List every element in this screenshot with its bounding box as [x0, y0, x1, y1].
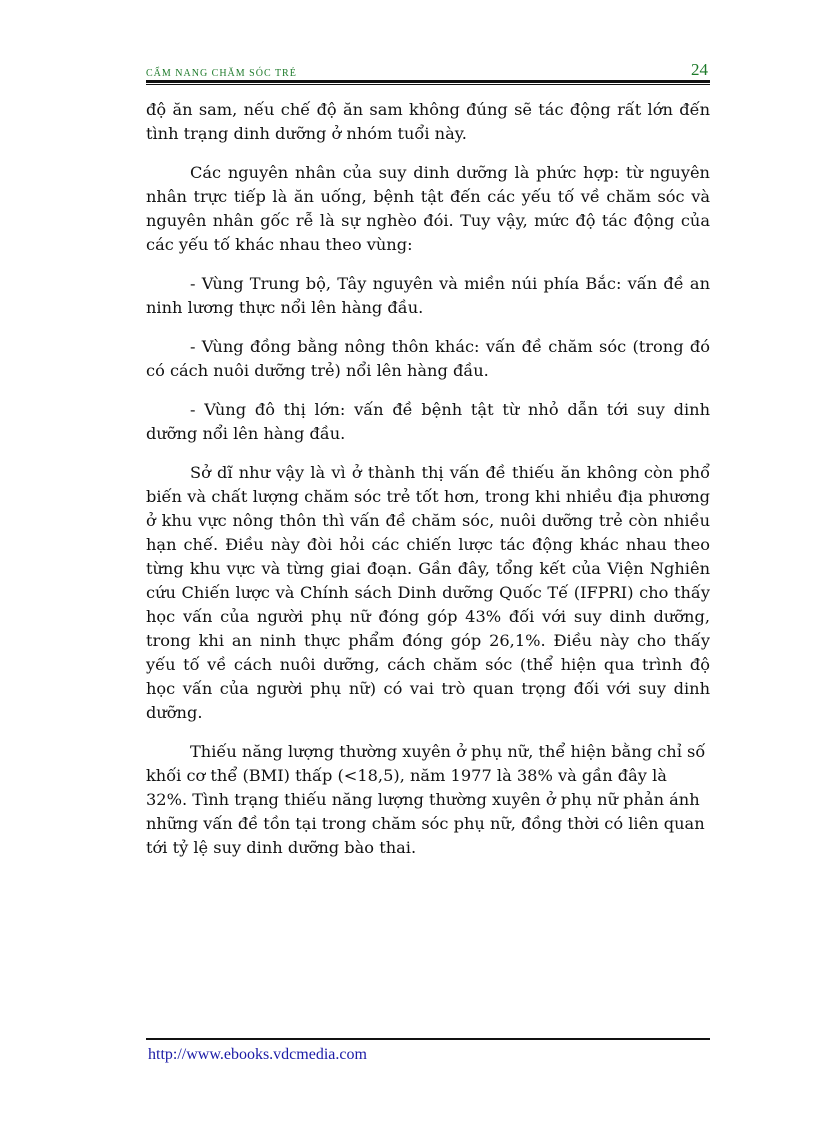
running-header-title: CẨM NANG CHĂM SÓC TRẺ	[146, 68, 297, 79]
header-rule-thin	[146, 84, 710, 85]
paragraph-2: Các nguyên nhân của suy dinh dưỡng là phức hợp: từ nguyên nhân trực tiếp là ăn uống, bệnh tật đến các yếu tố về chăm sóc và nguyên nhân gốc rễ là sự nghèo đói. Tuy vậy, mức độ tác động của các yếu tố khác nhau theo vùng:	[146, 163, 710, 254]
header-rule	[146, 80, 710, 83]
paragraph-7: Thiếu năng lượng thường xuyên ở phụ nữ, thể hiện bằng chỉ số khối cơ thể (BMI) thấp (<18,5), năm 1977 là 38% và gần đây là 32%. Tình trạng thiếu năng lượng thường xuyên ở phụ nữ phản ánh những vấn đề tồn tại trong chăm sóc phụ nữ, đồng thời có liên quan tới tỷ lệ suy dinh dưỡng bào thai.	[146, 742, 706, 857]
paragraph-3: - Vùng Trung bộ, Tây nguyên và miền núi phía Bắc: vấn đề an ninh lương thực nổi lên hàng đầu.	[146, 274, 710, 317]
page-number: 24	[691, 60, 708, 79]
page-body	[146, 98, 710, 875]
paragraph-4: - Vùng đồng bằng nông thôn khác: vấn đề chăm sóc (trong đó có cách nuôi dưỡng trẻ) nổi lên hàng đầu.	[146, 337, 710, 380]
footer-link[interactable]: http://www.ebooks.vdcmedia.com	[148, 1046, 367, 1063]
footer-rule	[146, 1038, 710, 1040]
paragraph-5: - Vùng đô thị lớn: vấn đề bệnh tật từ nhỏ dẫn tới suy dinh dưỡng nổi lên hàng đầu.	[146, 400, 710, 443]
paragraph-1: độ ăn sam, nếu chế độ ăn sam không đúng sẽ tác động rất lớn đến tình trạng dinh dưỡng ở nhóm tuổi này.	[146, 100, 710, 143]
paragraph-6: Sở dĩ như vậy là vì ở thành thị vấn đề thiếu ăn không còn phổ biến và chất lượng chăm sóc trẻ tốt hơn, trong khi nhiều địa phương ở khu vực nông thôn thì vấn đề chăm sóc, nuôi dưỡng trẻ còn nhiều hạn chế. Điều này đòi hỏi các chiến lược tác động khác nhau theo từng khu vực và từng giai đoạn. Gần đây, tổng kết của Viện Nghiên cứu Chiến lược và Chính sách Dinh dưỡng Quốc Tế (IFPRI) cho thấy học vấn của người phụ nữ đóng góp 43% đối với suy dinh dưỡng, trong khi an ninh thực phẩm đóng góp 26,1%. Điều này cho thấy yếu tố về cách nuôi dưỡng, cách chăm sóc (thể hiện qua trình độ học vấn của người phụ nữ) có vai trò quan trọng đối với suy dinh dưỡng.	[146, 463, 710, 722]
